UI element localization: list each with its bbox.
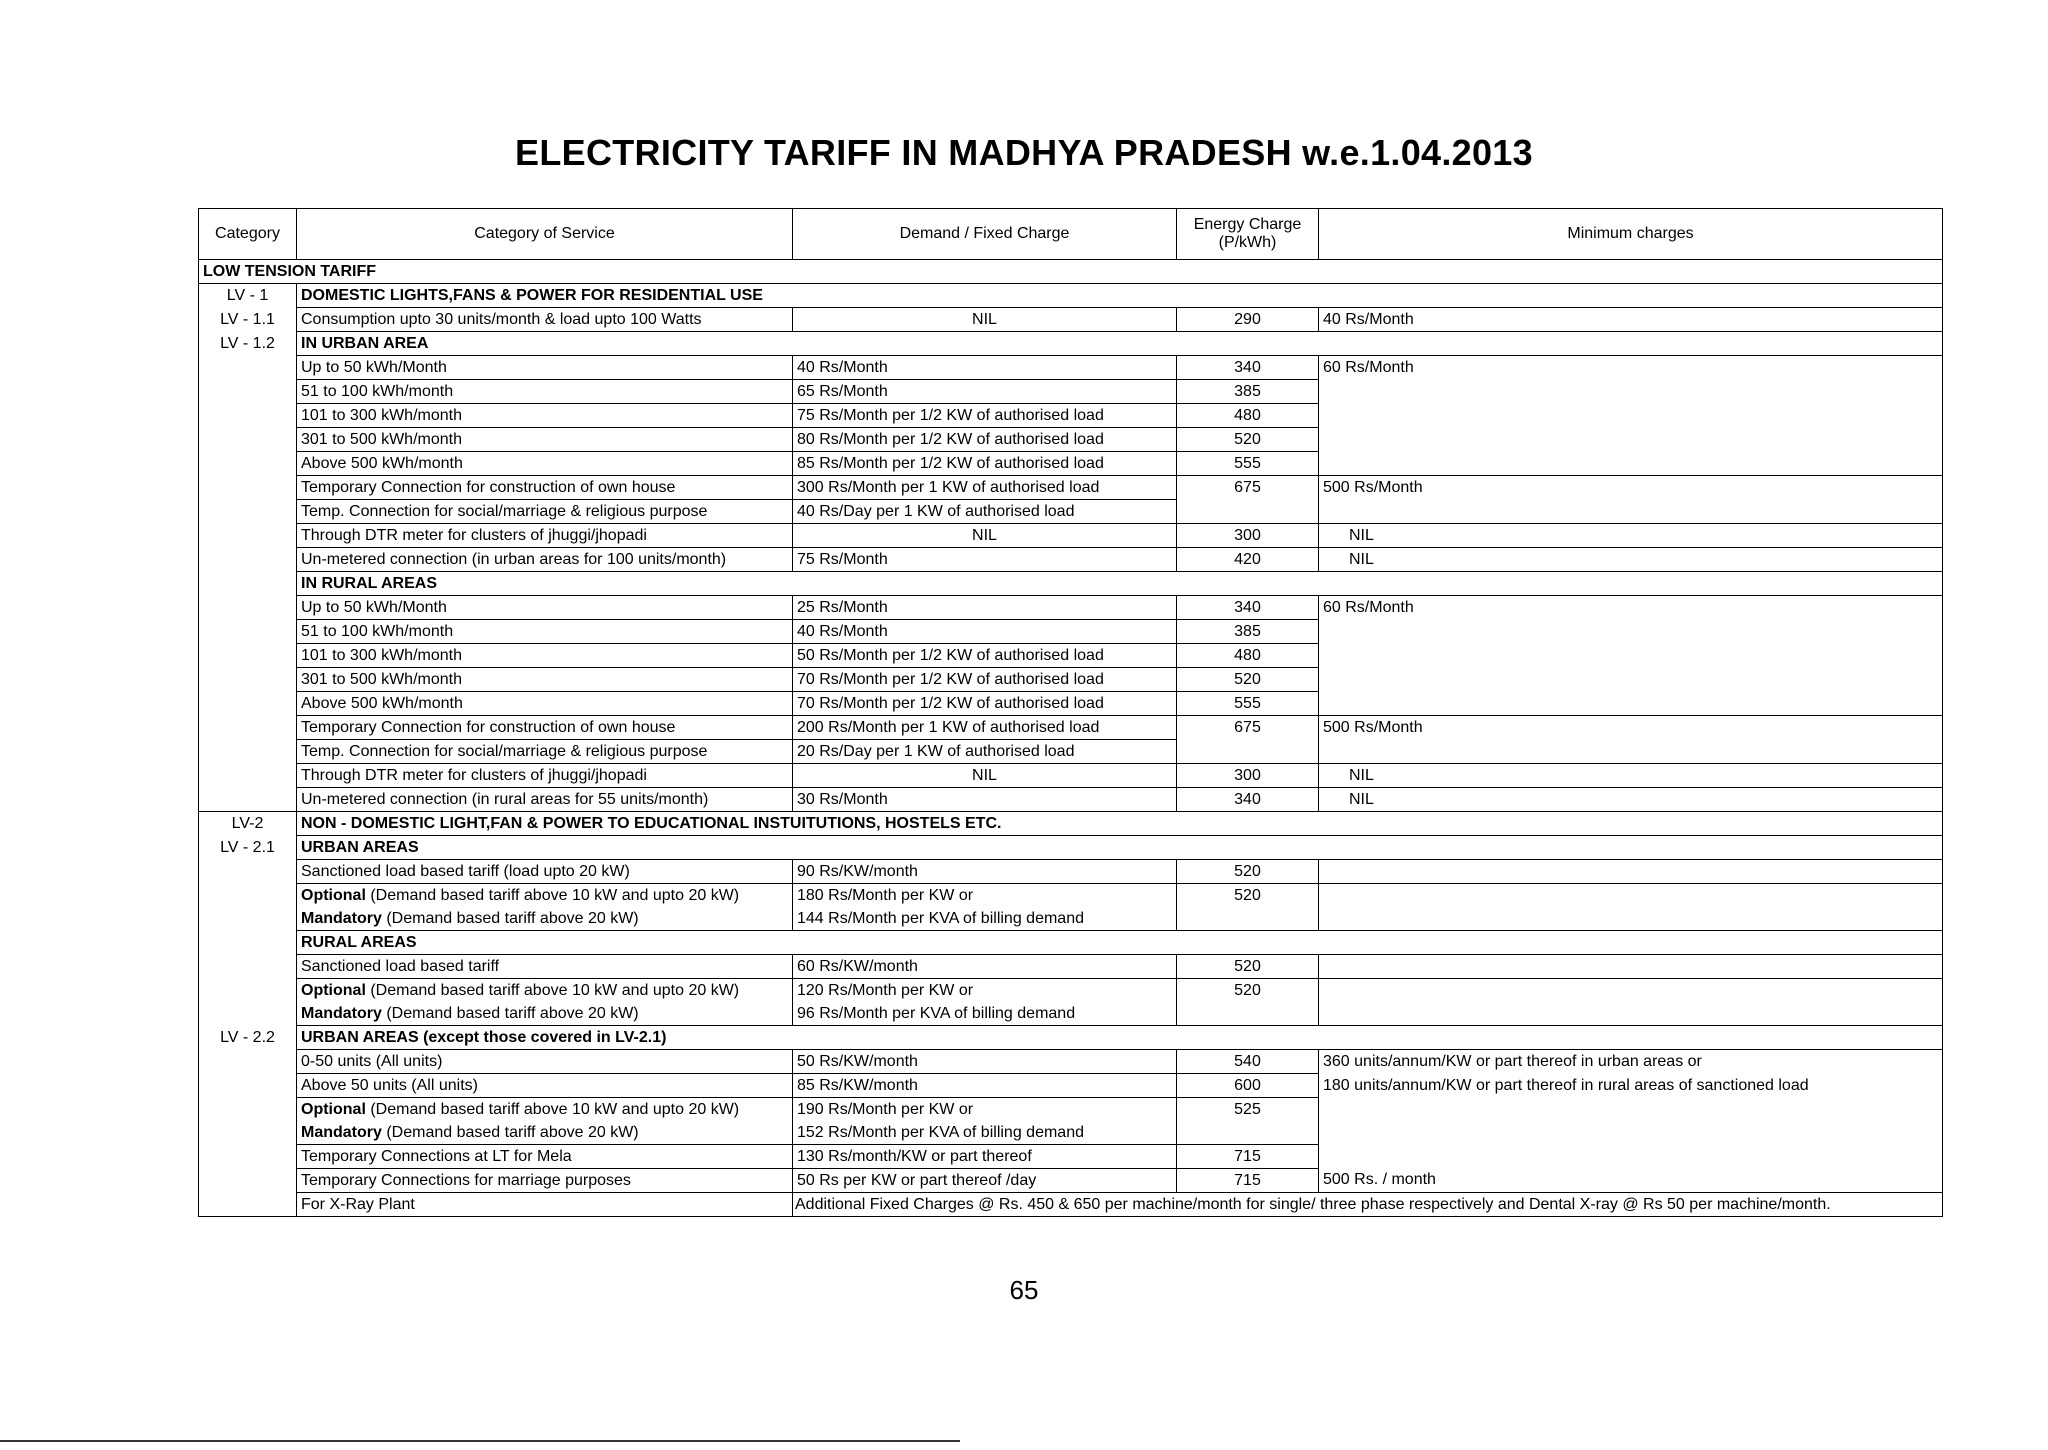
table-header-row <box>199 209 1943 260</box>
demand-cell: 120 Rs/Month per KW or <box>793 979 1177 1003</box>
demand-cell: 50 Rs per KW or part thereof /day <box>793 1169 1177 1193</box>
table-row <box>199 548 1943 572</box>
table-row <box>199 812 1943 836</box>
table-row <box>199 572 1943 596</box>
table-row <box>199 884 1943 908</box>
minimum-cell: NIL <box>1319 788 1943 812</box>
demand-cell: 40 Rs/Month <box>793 620 1177 644</box>
energy-cell: 520 <box>1177 428 1319 452</box>
energy-cell <box>1177 907 1319 931</box>
table-row <box>199 308 1943 332</box>
minimum-cell <box>1319 452 1943 476</box>
demand-cell: NIL <box>793 764 1177 788</box>
energy-cell: 675 <box>1177 716 1319 740</box>
demand-cell: 75 Rs/Month per 1/2 KW of authorised load <box>793 404 1177 428</box>
minimum-cell: 500 Rs/Month <box>1319 476 1943 500</box>
section-heading: NON - DOMESTIC LIGHT,FAN & POWER TO EDUCATIONAL INSTUITUTIONS, HOSTELS ETC. <box>297 812 1943 836</box>
service-cell: Optional (Demand based tariff above 10 kW and upto 20 kW) <box>297 884 793 908</box>
table-row <box>199 620 1943 644</box>
energy-cell: 340 <box>1177 788 1319 812</box>
minimum-cell <box>1319 428 1943 452</box>
col-header-minimum: Minimum charges <box>1319 209 1943 260</box>
energy-cell: 600 <box>1177 1074 1319 1098</box>
service-cell: 0-50 units (All units) <box>297 1050 793 1074</box>
minimum-cell <box>1319 860 1943 884</box>
demand-cell: 40 Rs/Month <box>793 356 1177 380</box>
section-heading: IN RURAL AREAS <box>297 572 1943 596</box>
demand-cell: 25 Rs/Month <box>793 596 1177 620</box>
category-code: LV - 1.2 <box>199 332 297 356</box>
energy-cell: 290 <box>1177 308 1319 332</box>
minimum-cell <box>1319 1002 1943 1026</box>
demand-cell: 40 Rs/Day per 1 KW of authorised load <box>793 500 1177 524</box>
demand-cell: 96 Rs/Month per KVA of billing demand <box>793 1002 1177 1026</box>
service-cell: 51 to 100 kWh/month <box>297 620 793 644</box>
energy-cell: 420 <box>1177 548 1319 572</box>
table-row <box>199 1050 1943 1074</box>
service-cell: Up to 50 kWh/Month <box>297 356 793 380</box>
energy-cell: 300 <box>1177 524 1319 548</box>
energy-cell: 385 <box>1177 380 1319 404</box>
table-row <box>199 284 1943 308</box>
low-tension-row <box>199 260 1943 284</box>
category-code: LV - 1 <box>199 284 297 308</box>
minimum-cell: NIL <box>1319 764 1943 788</box>
demand-cell: NIL <box>793 524 1177 548</box>
minimum-cell <box>1319 668 1943 692</box>
table-row <box>199 740 1943 764</box>
table-row <box>199 1193 1943 1217</box>
category-code: LV - 2.2 <box>199 1026 297 1050</box>
table-row <box>199 764 1943 788</box>
table-row <box>199 1098 1943 1122</box>
energy-cell: 520 <box>1177 979 1319 1003</box>
energy-cell <box>1177 740 1319 764</box>
minimum-cell: 60 Rs/Month <box>1319 596 1943 620</box>
service-cell: Temporary Connections for marriage purposes <box>297 1169 793 1193</box>
demand-cell: 130 Rs/month/KW or part thereof <box>793 1145 1177 1169</box>
service-cell: Through DTR meter for clusters of jhuggi/jhopadi <box>297 764 793 788</box>
table-row <box>199 476 1943 500</box>
tariff-table <box>198 208 1943 1217</box>
minimum-cell: 360 units/annum/KW or part thereof in urban areas or <box>1319 1050 1943 1074</box>
table-row <box>199 1169 1943 1193</box>
minimum-cell <box>1319 1121 1943 1145</box>
service-cell: Above 500 kWh/month <box>297 452 793 476</box>
service-cell: Optional (Demand based tariff above 10 kW and upto 20 kW) <box>297 1098 793 1122</box>
service-cell: Un-metered connection (in urban areas for 100 units/month) <box>297 548 793 572</box>
service-cell: Through DTR meter for clusters of jhuggi/jhopadi <box>297 524 793 548</box>
demand-cell: 90 Rs/KW/month <box>793 860 1177 884</box>
energy-cell: 715 <box>1177 1145 1319 1169</box>
service-cell: 301 to 500 kWh/month <box>297 668 793 692</box>
demand-cell: 70 Rs/Month per 1/2 KW of authorised load <box>793 692 1177 716</box>
table-row <box>199 1145 1943 1169</box>
minimum-cell <box>1319 644 1943 668</box>
low-tension-heading: LOW TENSION TARIFF <box>199 260 1943 284</box>
minimum-cell <box>1319 907 1943 931</box>
section-heading: IN URBAN AREA <box>297 332 1943 356</box>
energy-cell: 480 <box>1177 404 1319 428</box>
service-cell: Above 500 kWh/month <box>297 692 793 716</box>
section-heading: DOMESTIC LIGHTS,FANS & POWER FOR RESIDENTIAL USE <box>297 284 1943 308</box>
service-cell: Temp. Connection for social/marriage & religious purpose <box>297 500 793 524</box>
document-title: ELECTRICITY TARIFF IN MADHYA PRADESH w.e.1.04.2013 <box>515 132 1533 173</box>
section-heading: URBAN AREAS (except those covered in LV-2.1) <box>297 1026 1943 1050</box>
service-cell: Un-metered connection (in rural areas for 55 units/month) <box>297 788 793 812</box>
minimum-cell <box>1319 692 1943 716</box>
energy-cell <box>1177 1121 1319 1145</box>
minimum-cell <box>1319 884 1943 908</box>
energy-cell: 540 <box>1177 1050 1319 1074</box>
energy-cell: 555 <box>1177 692 1319 716</box>
demand-cell: 50 Rs/Month per 1/2 KW of authorised load <box>793 644 1177 668</box>
demand-cell: 80 Rs/Month per 1/2 KW of authorised load <box>793 428 1177 452</box>
service-cell: Optional (Demand based tariff above 10 kW and upto 20 kW) <box>297 979 793 1003</box>
minimum-cell: 40 Rs/Month <box>1319 308 1943 332</box>
table-row <box>199 500 1943 524</box>
service-cell: 101 to 300 kWh/month <box>297 644 793 668</box>
energy-cell: 675 <box>1177 476 1319 500</box>
energy-cell: 340 <box>1177 596 1319 620</box>
minimum-cell: 60 Rs/Month <box>1319 356 1943 380</box>
table-row <box>199 931 1943 955</box>
minimum-cell: 500 Rs. / month <box>1319 1169 1943 1193</box>
minimum-cell: NIL <box>1319 524 1943 548</box>
service-cell: For X-Ray Plant <box>297 1193 793 1217</box>
table-row <box>199 596 1943 620</box>
demand-cell: 152 Rs/Month per KVA of billing demand <box>793 1121 1177 1145</box>
col-header-service: Category of Service <box>297 209 793 260</box>
table-row <box>199 836 1943 860</box>
category-code: LV - 2.1 <box>199 836 297 860</box>
table-row <box>199 356 1943 380</box>
service-cell: Mandatory (Demand based tariff above 20 kW) <box>297 907 793 931</box>
service-cell: Up to 50 kWh/Month <box>297 596 793 620</box>
minimum-cell <box>1319 740 1943 764</box>
table-row <box>199 668 1943 692</box>
table-row <box>199 1074 1943 1098</box>
service-cell: Above 50 units (All units) <box>297 1074 793 1098</box>
table-row <box>199 452 1943 476</box>
demand-cell: 75 Rs/Month <box>793 548 1177 572</box>
energy-cell: 520 <box>1177 668 1319 692</box>
table-row <box>199 907 1943 931</box>
table-row <box>199 979 1943 1003</box>
page-number: 65 <box>1009 1275 1039 1305</box>
section-heading: URBAN AREAS <box>297 836 1943 860</box>
demand-cell: 60 Rs/KW/month <box>793 955 1177 979</box>
category-code: LV-2 <box>199 812 297 836</box>
table-row <box>199 860 1943 884</box>
service-cell: Temporary Connection for construction of own house <box>297 476 793 500</box>
demand-cell: 20 Rs/Day per 1 KW of authorised load <box>793 740 1177 764</box>
table-row <box>199 1002 1943 1026</box>
table-row <box>199 1121 1943 1145</box>
demand-cell: 50 Rs/KW/month <box>793 1050 1177 1074</box>
energy-cell: 715 <box>1177 1169 1319 1193</box>
section-heading: RURAL AREAS <box>297 931 1943 955</box>
demand-cell: 30 Rs/Month <box>793 788 1177 812</box>
minimum-cell <box>1319 1145 1943 1169</box>
demand-cell: 85 Rs/KW/month <box>793 1074 1177 1098</box>
service-cell: Sanctioned load based tariff (load upto 20 kW) <box>297 860 793 884</box>
energy-cell: 520 <box>1177 955 1319 979</box>
service-cell: Sanctioned load based tariff <box>297 955 793 979</box>
minimum-cell <box>1319 380 1943 404</box>
energy-cell <box>1177 1002 1319 1026</box>
service-cell: Temp. Connection for social/marriage & religious purpose <box>297 740 793 764</box>
minimum-cell <box>1319 1098 1943 1122</box>
category-code: LV - 1.1 <box>199 308 297 332</box>
energy-cell <box>1177 500 1319 524</box>
minimum-cell <box>1319 620 1943 644</box>
table-row <box>199 955 1943 979</box>
table-row <box>199 524 1943 548</box>
minimum-cell <box>1319 955 1943 979</box>
service-cell: Temporary Connections at LT for Mela <box>297 1145 793 1169</box>
minimum-cell: 500 Rs/Month <box>1319 716 1943 740</box>
demand-cell: 144 Rs/Month per KVA of billing demand <box>793 907 1177 931</box>
service-cell: Mandatory (Demand based tariff above 20 kW) <box>297 1002 793 1026</box>
demand-cell: 300 Rs/Month per 1 KW of authorised load <box>793 476 1177 500</box>
demand-cell: 180 Rs/Month per KW or <box>793 884 1177 908</box>
energy-cell: 480 <box>1177 644 1319 668</box>
bottom-rule <box>0 1440 960 1442</box>
energy-cell: 300 <box>1177 764 1319 788</box>
table-row <box>199 716 1943 740</box>
service-cell: Mandatory (Demand based tariff above 20 kW) <box>297 1121 793 1145</box>
table-row <box>199 644 1943 668</box>
table-row <box>199 788 1943 812</box>
table-row <box>199 332 1943 356</box>
col-header-demand: Demand / Fixed Charge <box>793 209 1177 260</box>
table-row <box>199 428 1943 452</box>
col-header-energy: Energy Charge (P/kWh) <box>1177 209 1319 260</box>
demand-cell: 65 Rs/Month <box>793 380 1177 404</box>
table-row <box>199 1026 1943 1050</box>
minimum-cell: NIL <box>1319 548 1943 572</box>
energy-cell: 520 <box>1177 884 1319 908</box>
demand-cell: 85 Rs/Month per 1/2 KW of authorised load <box>793 452 1177 476</box>
energy-cell: 525 <box>1177 1098 1319 1122</box>
service-cell: Temporary Connection for construction of own house <box>297 716 793 740</box>
minimum-cell: 180 units/annum/KW or part thereof in rural areas of sanctioned load <box>1319 1074 1943 1098</box>
energy-cell: 385 <box>1177 620 1319 644</box>
minimum-cell <box>1319 979 1943 1003</box>
service-cell: 101 to 300 kWh/month <box>297 404 793 428</box>
service-cell: 51 to 100 kWh/month <box>297 380 793 404</box>
table-row <box>199 404 1943 428</box>
energy-cell: 520 <box>1177 860 1319 884</box>
minimum-cell <box>1319 404 1943 428</box>
demand-cell: 200 Rs/Month per 1 KW of authorised load <box>793 716 1177 740</box>
service-cell: Consumption upto 30 units/month & load upto 100 Watts <box>297 308 793 332</box>
table-row <box>199 380 1943 404</box>
table-row <box>199 692 1943 716</box>
service-cell: 301 to 500 kWh/month <box>297 428 793 452</box>
energy-cell: 555 <box>1177 452 1319 476</box>
minimum-cell <box>1319 500 1943 524</box>
demand-cell: 70 Rs/Month per 1/2 KW of authorised load <box>793 668 1177 692</box>
xray-note: Additional Fixed Charges @ Rs. 450 & 650 per machine/month for single/ three phase respectively and Dental X-ray @ Rs 50 per machine/month. <box>793 1193 1943 1217</box>
demand-cell: NIL <box>793 308 1177 332</box>
energy-cell: 340 <box>1177 356 1319 380</box>
demand-cell: 190 Rs/Month per KW or <box>793 1098 1177 1122</box>
col-header-category: Category <box>199 209 297 260</box>
